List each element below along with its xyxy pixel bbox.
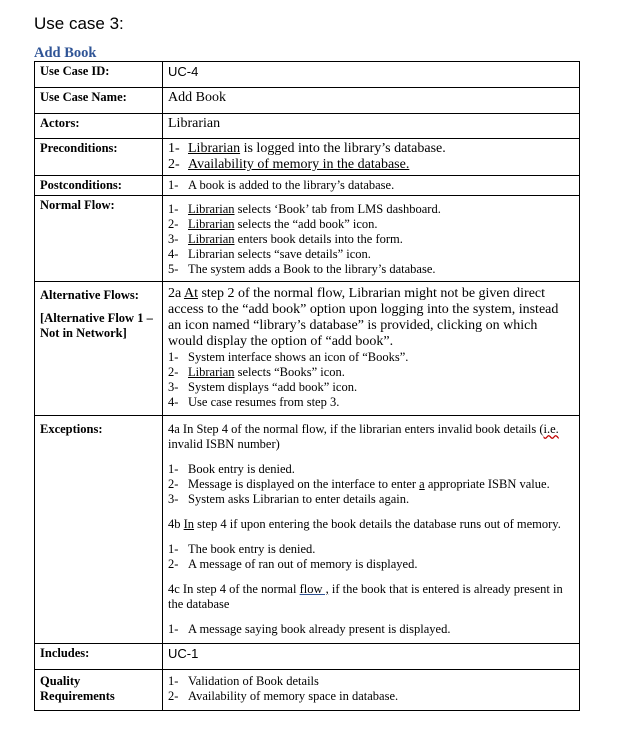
value-quality-requirements — [163, 670, 580, 711]
list-item: 3- System asks Librarian to enter details again. — [168, 492, 410, 506]
alt-flow-intro: 2a At step 2 of the normal flow, Librarian might not be given direct access to the “add book” option upon logging into the system, instead an icon named “library’s database” is provided, clicking on which would display the option of “add book”. — [168, 286, 559, 349]
list-item: 1- Book entry is denied. — [168, 462, 295, 476]
list-item: 1- System interface shows an icon of “Books”. — [168, 350, 409, 364]
row-normal-flow — [35, 196, 580, 282]
row-use-case-id — [35, 62, 580, 88]
label-includes: Includes: — [35, 644, 163, 670]
row-actors — [35, 114, 580, 139]
row-postconditions — [35, 176, 580, 196]
row-use-case-name — [35, 88, 580, 114]
label-normal-flow: Normal Flow: — [35, 196, 163, 282]
row-preconditions — [35, 139, 580, 176]
list-item: 2- A message of ran out of memory is displayed. — [168, 557, 418, 571]
list-item: 2- Librarian selects “Books” icon. — [168, 365, 345, 379]
list-item: 2- Message is displayed on the interface to enter a appropriate ISBN value. — [168, 477, 550, 491]
document-heading: Use case 3: — [34, 14, 124, 33]
value-alternative-flows — [163, 282, 580, 416]
list-item: 1- Librarian is logged into the library’s database. — [168, 141, 446, 156]
list-item: 1- Validation of Book details — [168, 674, 319, 688]
list-item: 1- A book is added to the library’s database. — [168, 178, 395, 192]
row-quality-requirements — [35, 670, 580, 711]
exception-4b: 4b In step 4 if upon entering the book details the database runs out of memory. — [168, 517, 561, 531]
label-quality-requirements: Quality Requirements — [35, 670, 163, 711]
exception-4c: 4c In step 4 of the normal flow , if the book that is entered is already present in the database — [168, 582, 563, 611]
value-includes: UC-1 — [163, 644, 580, 670]
label-postconditions: Postconditions: — [35, 176, 163, 196]
list-item: 1- Librarian selects ‘Book’ tab from LMS dashboard. — [168, 202, 441, 216]
use-case-title: Add Book — [34, 45, 97, 61]
value-preconditions — [163, 139, 580, 176]
list-item: 3- System displays “add book” icon. — [168, 380, 358, 394]
value-use-case-id: UC-4 — [163, 62, 580, 88]
list-item: 2- Librarian selects the “add book” icon. — [168, 217, 378, 231]
list-item: 2- Availability of memory space in database. — [168, 689, 399, 703]
label-preconditions: Preconditions: — [35, 139, 163, 176]
label-actors: Actors: — [35, 114, 163, 139]
row-alternative-flows — [35, 282, 580, 416]
value-use-case-name: Add Book — [163, 88, 580, 114]
value-postconditions — [163, 176, 580, 196]
alt-flow-label: Alternative Flows: — [40, 288, 139, 302]
value-actors: Librarian — [163, 114, 580, 139]
list-item: 1- A message saying book already present is displayed. — [168, 622, 451, 636]
row-includes — [35, 644, 580, 670]
exception-4a: 4a In Step 4 of the normal flow, if the librarian enters invalid book details (i.e. invalid ISBN number) — [168, 422, 559, 451]
label-alternative-flows — [35, 282, 163, 416]
list-item: 4- Use case resumes from step 3. — [168, 395, 340, 409]
alt-flow-sublabel: [Alternative Flow 1 – Not in Network] — [40, 311, 153, 340]
label-use-case-name: Use Case Name: — [35, 88, 163, 114]
list-item: 2- Availability of memory in the database. — [168, 157, 410, 172]
label-use-case-id: Use Case ID: — [35, 62, 163, 88]
use-case-table — [34, 61, 580, 711]
list-item: 3- Librarian enters book details into the form. — [168, 232, 403, 246]
label-exceptions: Exceptions: — [35, 416, 163, 644]
value-exceptions — [163, 416, 580, 644]
list-item: 5- The system adds a Book to the library’s database. — [168, 262, 436, 276]
value-normal-flow — [163, 196, 580, 282]
list-item: 1- The book entry is denied. — [168, 542, 316, 556]
list-item: 4- Librarian selects “save details” icon. — [168, 247, 371, 261]
row-exceptions — [35, 416, 580, 644]
